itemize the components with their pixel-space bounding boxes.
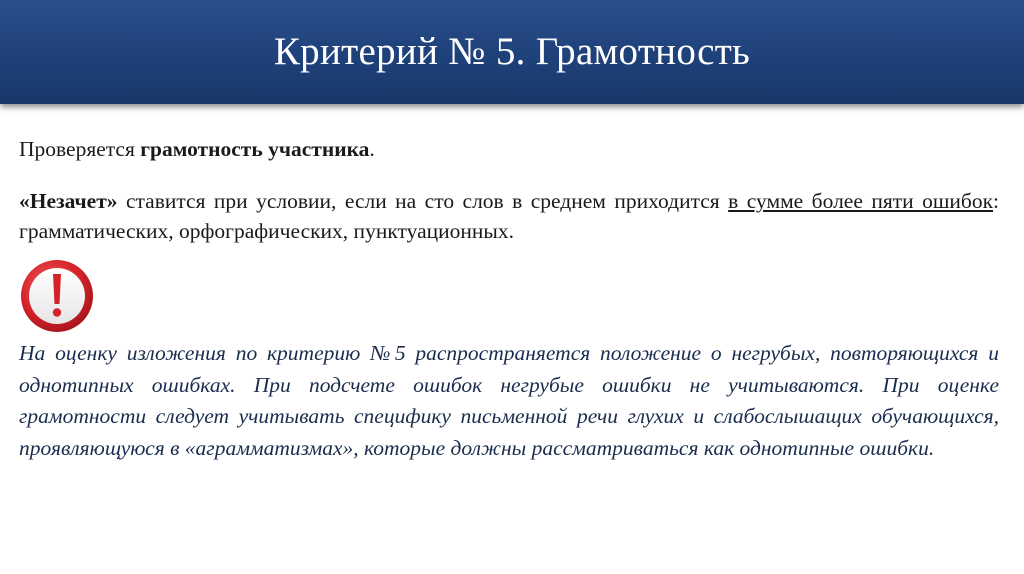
p1-lead: Проверяется [19, 137, 141, 161]
p2-text1: ставится при условии, если на сто слов в среднем приходится [117, 189, 729, 213]
paragraph-checked-literacy [19, 134, 999, 164]
p2-text2: : грамматических, орфографических, пунктуационных. [19, 189, 1000, 243]
p1-tail: . [369, 137, 375, 161]
slide-content [19, 134, 999, 464]
p2-bold: «Незачет» [19, 189, 118, 213]
slide-title: Критерий № 5. Грамотность [273, 29, 751, 73]
slide-header [0, 0, 1024, 104]
paragraph-note-italic: На оценку изложения по критерию №5 распространяется положение о негрубых, повторяющихся и однотипных ошибках. При подсчете ошибок негрубые ошибки не учитываются. При оценке грамотности следует учитывать специфику письменной речи глухих и слабослышащих обучающихся, проявляющуюся в «аграмматизмах», которые должны рассматриваться как однотипные ошибки. [19, 341, 999, 460]
paragraph-fail-condition [19, 186, 999, 246]
p1-bold: грамотность участника [140, 137, 370, 161]
p2-underlined: в сумме более пяти ошибок [728, 189, 994, 213]
exclamation-circle-icon [19, 258, 95, 334]
